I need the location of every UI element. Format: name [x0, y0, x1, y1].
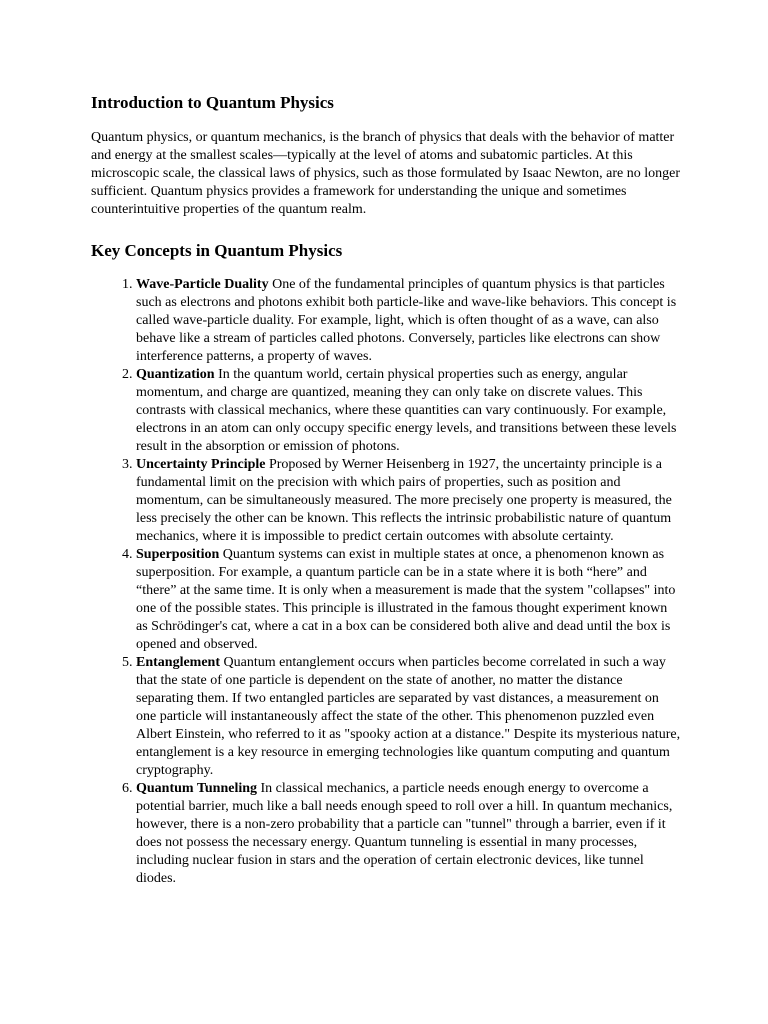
- concept-item-superposition: [136, 546, 681, 654]
- concept-item-wave-particle-duality: [136, 276, 681, 366]
- concept-description: One of the fundamental principles of quantum physics is that particles such as electrons and photons exhibit both particle-like and wave-like behaviors. This concept is called wave-particle duality. For example, light, which is often thought of as a wave, can also behave like a stream of particles called photons. Conversely, particles like electrons can show interference patterns, a property of waves.: [136, 277, 677, 364]
- intro-paragraph: Quantum physics, or quantum mechanics, is the branch of physics that deals with the behavior of matter and energy at the smallest scales—typically at the level of atoms and subatomic particles. At this microscopic scale, the classical laws of physics, such as those formulated by Isaac Newton, are no longer sufficient. Quantum physics provides a framework for understanding the unique and sometimes counterintuitive properties of the quantum realm.: [91, 130, 680, 217]
- concept-term: Quantum Tunneling: [136, 781, 258, 796]
- concepts-list: [91, 276, 681, 888]
- concept-description: Quantum entanglement occurs when particles become correlated in such a way that the state of one particle is dependent on the state of another, no matter the distance separating them. If two entangled particles are separated by vast distances, a measurement on one particle will instantaneously affect the state of the other. This phenomenon puzzled even Albert Einstein, who referred to it as "spooky action at a distance." Despite its mysterious nature, entanglement is a key resource in emerging technologies like quantum computing and quantum cryptography.: [136, 655, 681, 778]
- concept-item-uncertainty-principle: [136, 456, 681, 546]
- document-title: Introduction to Quantum Physics: [91, 93, 334, 112]
- concept-term: Quantization: [136, 367, 215, 382]
- concept-item-entanglement: [136, 654, 681, 780]
- concept-item-quantization: [136, 366, 681, 456]
- concept-term: Superposition: [136, 547, 220, 562]
- concept-description: Quantum systems can exist in multiple states at once, a phenomenon known as superposition. For example, a quantum particle can be in a state where it is both “here” and “there” at the same time. It is only when a measurement is made that the system "collapses" into one of the possible states. This principle is illustrated in the famous thought experiment known as Schrödinger's cat, where a cat in a box can be considered both alive and dead until the box is opened and observed.: [136, 547, 676, 652]
- section-heading: Key Concepts in Quantum Physics: [91, 241, 343, 260]
- concept-term: Entanglement: [136, 655, 220, 670]
- concept-description: In the quantum world, certain physical properties such as energy, angular momentum, and charge are quantized, meaning they can only take on discrete values. This contrasts with classical mechanics, where these quantities can vary continuously. For example, electrons in an atom can only occupy specific energy levels, and transitions between these levels result in the absorption or emission of photons.: [136, 367, 677, 454]
- concept-item-quantum-tunneling: [136, 780, 681, 888]
- concept-term: Wave-Particle Duality: [136, 277, 269, 292]
- concept-description: Proposed by Werner Heisenberg in 1927, the uncertainty principle is a fundamental limit on the precision with which pairs of properties, such as position and momentum, can be simultaneously measured. The more precisely one property is measured, the less precisely the other can be known. This reflects the intrinsic probabilistic nature of quantum mechanics, where it is impossible to predict certain outcomes with absolute certainty.: [136, 457, 672, 544]
- concept-description: In classical mechanics, a particle needs enough energy to overcome a potential barrier, much like a ball needs enough speed to roll over a hill. In quantum mechanics, however, there is a non-zero probability that a particle can "tunnel" through a barrier, even if it does not possess the necessary energy. Quantum tunneling is essential in many processes, including nuclear fusion in stars and the operation of certain electronic devices, like tunnel diodes.: [136, 781, 673, 886]
- concept-term: Uncertainty Principle: [136, 457, 266, 472]
- document-page: [91, 92, 681, 888]
